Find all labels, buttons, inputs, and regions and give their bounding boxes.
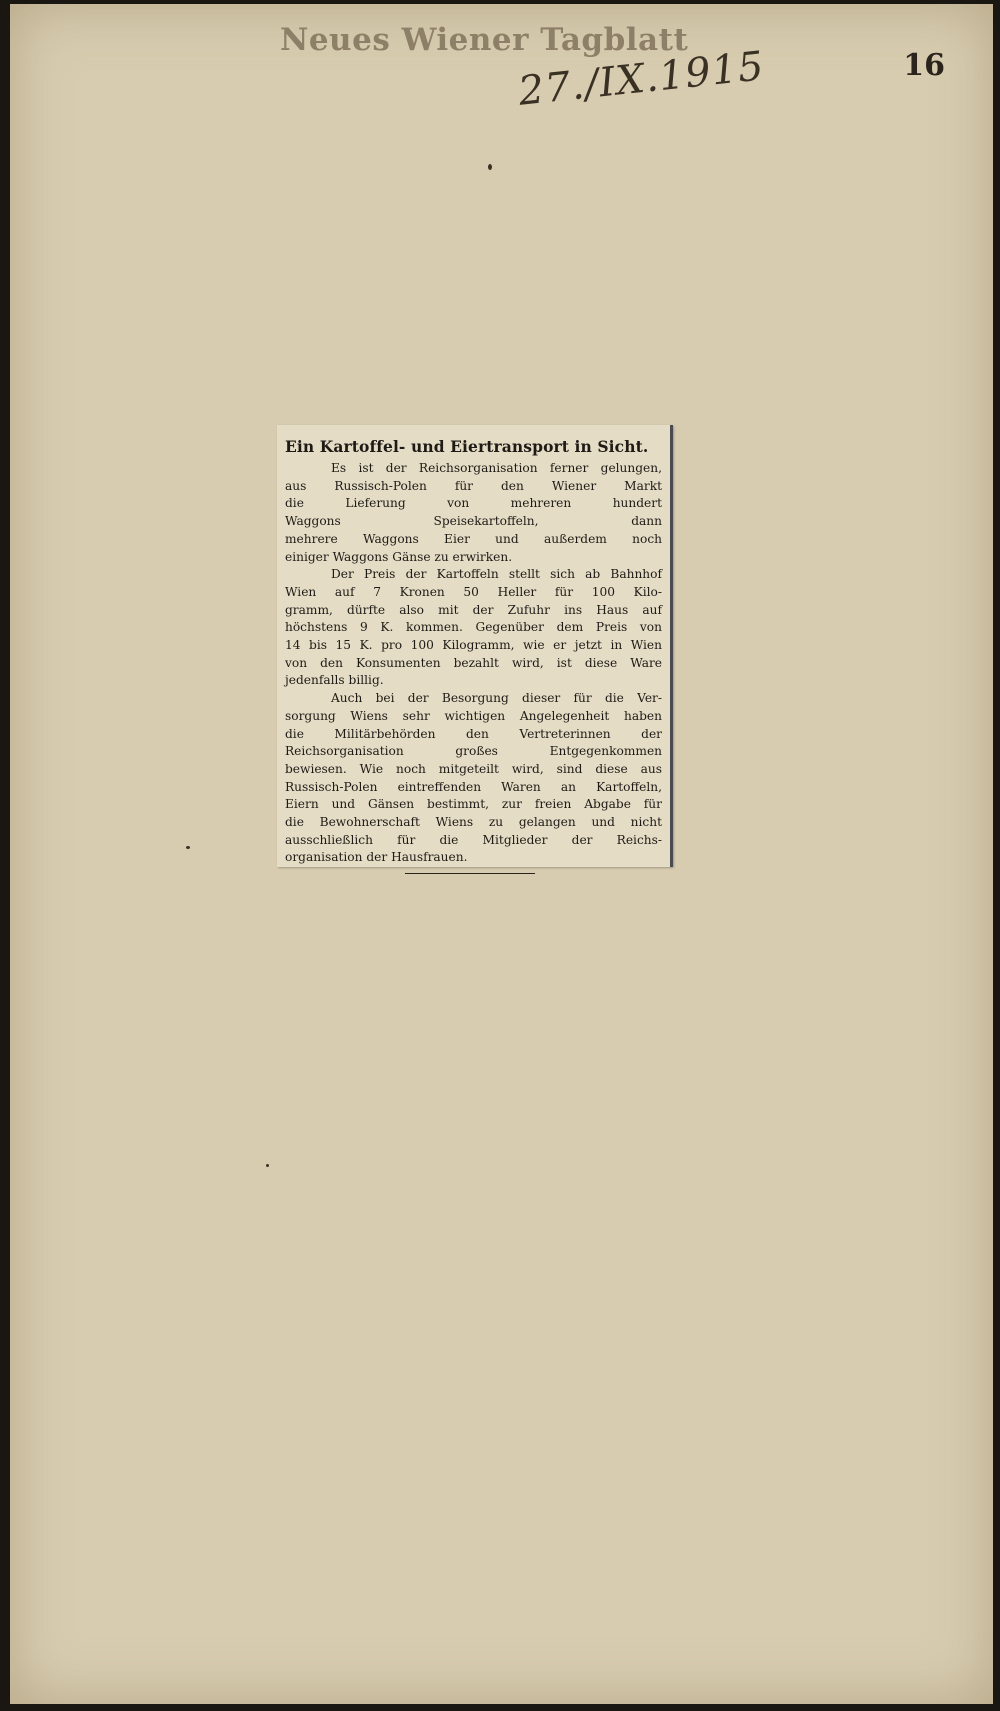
- text-line: jedenfalls billig.: [285, 673, 384, 688]
- text-line: sorgung Wiens sehr wichtigen Angelegenheit haben: [285, 708, 662, 723]
- text-line: einiger Waggons Gänse zu erwirken.: [285, 549, 513, 564]
- text-line: gramm, dürfte also mit der Zufuhr ins Haus auf: [285, 602, 662, 617]
- clipping-title: Ein Kartoffel- und Eiertransport in Sicht.: [285, 437, 649, 456]
- text-line: Der Preis der Kartoffeln stellt sich ab Bahnhof: [331, 567, 662, 582]
- text-line: die Militärbehörden den Vertreterinnen der: [285, 726, 662, 741]
- text-line: von den Konsumenten bezahlt wird, ist diese Ware: [285, 655, 662, 670]
- handwritten-date: 27./IX.1915: [516, 43, 767, 115]
- paper-speck: [186, 846, 190, 849]
- text-line: Auch bei der Besorgung dieser für die Ver-: [331, 691, 662, 706]
- text-line: ausschließlich für die Mitglieder der Reichs-: [285, 832, 662, 847]
- end-rule: [405, 873, 535, 874]
- text-line: höchstens 9 K. kommen. Gegenüber dem Preis von: [285, 620, 662, 635]
- archive-sheet: [10, 4, 993, 1704]
- text-line: die Bewohnerschaft Wiens zu gelangen und nicht: [285, 815, 662, 830]
- text-line: mehrere Waggons Eier und außerdem noch: [285, 531, 662, 546]
- text-line: Waggons Speisekartoffeln, dann: [285, 514, 662, 529]
- paper-speck: [266, 1164, 269, 1167]
- text-line: 14 bis 15 K. pro 100 Kilogramm, wie er jetzt in Wien: [285, 638, 662, 653]
- text-line: Russisch-Polen eintreffenden Waren an Kartoffeln,: [285, 779, 662, 794]
- text-line: Eiern und Gänsen bestimmt, zur freien Abgabe für: [285, 797, 662, 812]
- text-line: Wien auf 7 Kronen 50 Heller für 100 Kilo-: [285, 584, 662, 599]
- page-number: 16: [903, 48, 945, 83]
- clipping-body: [285, 460, 662, 867]
- paper-speck: [488, 164, 492, 170]
- newspaper-stamp: Neues Wiener Tagblatt: [280, 22, 689, 58]
- text-line: die Lieferung von mehreren hundert: [285, 496, 662, 511]
- newspaper-clipping: [277, 425, 673, 867]
- text-line: Reichsorganisation großes Entgegenkommen: [285, 744, 662, 759]
- text-line: organisation der Hausfrauen.: [285, 850, 468, 865]
- text-line: aus Russisch-Polen für den Wiener Markt: [285, 478, 662, 493]
- text-line: Es ist der Reichsorganisation ferner gelungen,: [331, 461, 662, 475]
- text-line: bewiesen. Wie noch mitgeteilt wird, sind diese aus: [285, 761, 662, 776]
